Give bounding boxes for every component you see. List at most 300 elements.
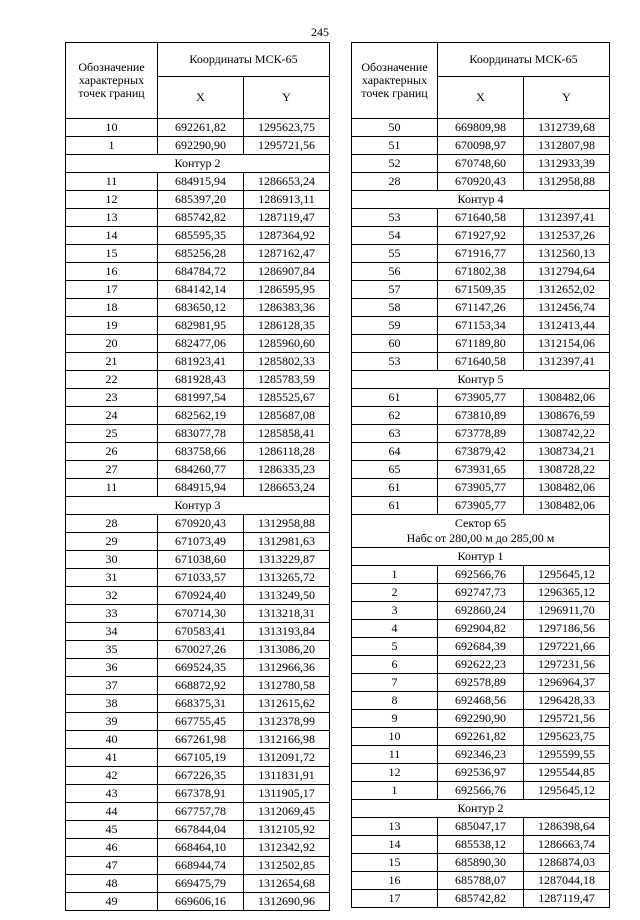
table-row	[352, 584, 610, 602]
point-id: 11	[66, 173, 158, 191]
point-id: 52	[352, 155, 438, 173]
coord-y: 1312966,36	[244, 659, 330, 677]
point-id: 65	[352, 461, 438, 479]
coord-x: 685742,82	[438, 890, 524, 908]
table-row	[66, 749, 330, 767]
point-id: 61	[352, 497, 438, 515]
point-id: 53	[352, 353, 438, 371]
point-id: 22	[66, 371, 158, 389]
point-id: 27	[66, 461, 158, 479]
point-id: 28	[352, 173, 438, 191]
coord-x: 671640,58	[438, 353, 524, 371]
table-row	[352, 890, 610, 908]
table-row	[352, 674, 610, 692]
table-row	[66, 857, 330, 875]
point-id: 23	[66, 389, 158, 407]
coord-x: 684142,14	[158, 281, 244, 299]
coord-y: 1312413,44	[524, 317, 610, 335]
coord-y: 1285960,60	[244, 335, 330, 353]
contour-title: Контур 2	[66, 155, 330, 173]
coord-y: 1312502,85	[244, 857, 330, 875]
coord-x: 685047,17	[438, 818, 524, 836]
table-row	[352, 854, 610, 872]
point-id: 1	[352, 566, 438, 584]
coord-y: 1285783,59	[244, 371, 330, 389]
coord-y: 1312166,98	[244, 731, 330, 749]
header-coordinates: Координаты МСК-65	[438, 43, 610, 77]
coord-x: 669606,16	[158, 893, 244, 911]
coord-y: 1312807,98	[524, 137, 610, 155]
coord-x: 692684,39	[438, 638, 524, 656]
coord-x: 692261,82	[438, 728, 524, 746]
coord-y: 1308676,59	[524, 407, 610, 425]
coord-x: 692290,90	[158, 137, 244, 155]
sector-height-range: Нaбс от 280,00 м до 285,00 м	[406, 531, 555, 545]
point-id: 1	[352, 782, 438, 800]
header-coordinates: Координаты МСК-65	[158, 43, 330, 77]
coord-y: 1286398,64	[524, 818, 610, 836]
table-row	[352, 782, 610, 800]
table-row	[66, 191, 330, 209]
header-points: Обозначение характерных точек границ	[66, 43, 158, 119]
coord-y: 1286653,24	[244, 173, 330, 191]
table-row	[66, 443, 330, 461]
coord-x: 673931,65	[438, 461, 524, 479]
table-row	[66, 569, 330, 587]
table-row	[352, 335, 610, 353]
point-id: 51	[352, 137, 438, 155]
coord-x: 669475,79	[158, 875, 244, 893]
header-x: X	[158, 77, 244, 119]
point-id: 44	[66, 803, 158, 821]
coord-y: 1312690,96	[244, 893, 330, 911]
coord-x: 692904,82	[438, 620, 524, 638]
coord-x: 667226,35	[158, 767, 244, 785]
coord-x: 668944,74	[158, 857, 244, 875]
contour-header-row	[352, 191, 610, 209]
coord-y: 1295721,56	[244, 137, 330, 155]
table-row	[66, 893, 330, 911]
coord-x: 670714,30	[158, 605, 244, 623]
coord-x: 681923,41	[158, 353, 244, 371]
table-row	[66, 767, 330, 785]
contour-header-row	[352, 371, 610, 389]
coord-y: 1312654,68	[244, 875, 330, 893]
coord-y: 1311905,17	[244, 785, 330, 803]
table-row	[66, 839, 330, 857]
point-id: 1	[66, 137, 158, 155]
coord-y: 1313265,72	[244, 569, 330, 587]
coord-y: 1286663,74	[524, 836, 610, 854]
point-id: 18	[66, 299, 158, 317]
coord-x: 692578,89	[438, 674, 524, 692]
table-row	[66, 425, 330, 443]
contour-header-row	[352, 548, 610, 566]
point-id: 17	[352, 890, 438, 908]
coord-x: 673905,77	[438, 497, 524, 515]
point-id: 13	[352, 818, 438, 836]
coord-y: 1295721,56	[524, 710, 610, 728]
point-id: 24	[66, 407, 158, 425]
point-id: 16	[352, 872, 438, 890]
coord-x: 685742,82	[158, 209, 244, 227]
coord-y: 1312105,92	[244, 821, 330, 839]
coord-y: 1287119,47	[244, 209, 330, 227]
coord-x: 673810,89	[438, 407, 524, 425]
coord-y: 1287364,92	[244, 227, 330, 245]
contour-title: Контур 2	[352, 800, 610, 818]
coord-x: 692536,97	[438, 764, 524, 782]
point-id: 21	[66, 353, 158, 371]
table-row	[66, 461, 330, 479]
coord-y: 1312456,74	[524, 299, 610, 317]
coord-y: 1286913,11	[244, 191, 330, 209]
point-id: 64	[352, 443, 438, 461]
point-id: 39	[66, 713, 158, 731]
coord-y: 1312981,63	[244, 533, 330, 551]
coord-x: 671153,34	[438, 317, 524, 335]
point-id: 31	[66, 569, 158, 587]
table-row	[352, 155, 610, 173]
coord-y: 1312154,06	[524, 335, 610, 353]
table-row	[66, 245, 330, 263]
coord-y: 1308482,06	[524, 497, 610, 515]
table-row	[352, 407, 610, 425]
coord-x: 673905,77	[438, 389, 524, 407]
coord-x: 684915,94	[158, 173, 244, 191]
contour-title: Контур 3	[66, 497, 330, 515]
coord-y: 1297186,56	[524, 620, 610, 638]
coord-y: 1308734,21	[524, 443, 610, 461]
table-row	[66, 317, 330, 335]
coord-x: 681928,43	[158, 371, 244, 389]
coord-x: 673879,42	[438, 443, 524, 461]
table-row	[66, 821, 330, 839]
table-row	[66, 803, 330, 821]
coord-x: 667261,98	[158, 731, 244, 749]
table-row	[66, 173, 330, 191]
coord-y: 1287162,47	[244, 245, 330, 263]
coord-x: 671927,92	[438, 227, 524, 245]
coord-x: 685397,20	[158, 191, 244, 209]
table-row	[352, 173, 610, 191]
table-row	[66, 785, 330, 803]
coord-y: 1308482,06	[524, 479, 610, 497]
coord-x: 667378,91	[158, 785, 244, 803]
coord-y: 1312091,72	[244, 749, 330, 767]
table-row	[352, 389, 610, 407]
point-id: 62	[352, 407, 438, 425]
table-row	[352, 818, 610, 836]
point-id: 61	[352, 479, 438, 497]
point-id: 34	[66, 623, 158, 641]
coord-y: 1286383,36	[244, 299, 330, 317]
coordinates-table-right	[351, 42, 610, 908]
coord-x: 670920,43	[438, 173, 524, 191]
sector-header-row	[352, 515, 610, 548]
coord-x: 667844,04	[158, 821, 244, 839]
point-id: 54	[352, 227, 438, 245]
coord-y: 1313229,87	[244, 551, 330, 569]
coord-y: 1312069,45	[244, 803, 330, 821]
coord-y: 1295645,12	[524, 566, 610, 584]
point-id: 41	[66, 749, 158, 767]
coord-x: 670027,26	[158, 641, 244, 659]
coord-x: 670920,43	[158, 515, 244, 533]
point-id: 9	[352, 710, 438, 728]
coord-x: 685538,12	[438, 836, 524, 854]
coord-y: 1286595,95	[244, 281, 330, 299]
point-id: 38	[66, 695, 158, 713]
coordinates-table-left	[65, 42, 330, 911]
coord-x: 668464,10	[158, 839, 244, 857]
table-row	[66, 371, 330, 389]
coord-y: 1296365,12	[524, 584, 610, 602]
point-id: 47	[66, 857, 158, 875]
point-id: 56	[352, 263, 438, 281]
table-row	[66, 533, 330, 551]
point-id: 50	[352, 119, 438, 137]
point-id: 8	[352, 692, 438, 710]
point-id: 48	[66, 875, 158, 893]
point-id: 49	[66, 893, 158, 911]
point-id: 55	[352, 245, 438, 263]
coord-x: 692468,56	[438, 692, 524, 710]
point-id: 6	[352, 656, 438, 674]
coord-x: 670748,60	[438, 155, 524, 173]
coord-y: 1312933,39	[524, 155, 610, 173]
table-row	[66, 641, 330, 659]
point-id: 16	[66, 263, 158, 281]
table-row	[66, 263, 330, 281]
coord-x: 685256,28	[158, 245, 244, 263]
coord-y: 1311831,91	[244, 767, 330, 785]
coord-x: 682981,95	[158, 317, 244, 335]
coord-y: 1285858,41	[244, 425, 330, 443]
table-row	[352, 836, 610, 854]
table-row	[66, 695, 330, 713]
coord-y: 1313249,50	[244, 587, 330, 605]
point-id: 10	[66, 119, 158, 137]
coord-x: 667755,45	[158, 713, 244, 731]
table-row	[352, 566, 610, 584]
table-row	[352, 710, 610, 728]
table-row	[66, 353, 330, 371]
sector-header	[352, 515, 610, 548]
coord-x: 667105,19	[158, 749, 244, 767]
table-row	[352, 245, 610, 263]
coord-x: 685595,35	[158, 227, 244, 245]
point-id: 40	[66, 731, 158, 749]
point-id: 33	[66, 605, 158, 623]
table-row	[352, 227, 610, 245]
coord-x: 671509,35	[438, 281, 524, 299]
point-id: 32	[66, 587, 158, 605]
table-row	[352, 119, 610, 137]
point-id: 29	[66, 533, 158, 551]
coord-y: 1285802,33	[244, 353, 330, 371]
table-row	[66, 515, 330, 533]
coord-y: 1312958,88	[524, 173, 610, 191]
coord-x: 692747,73	[438, 584, 524, 602]
coord-y: 1312397,41	[524, 209, 610, 227]
coord-y: 1296964,37	[524, 674, 610, 692]
table-row	[352, 746, 610, 764]
table-row	[66, 335, 330, 353]
coord-y: 1286128,35	[244, 317, 330, 335]
coord-y: 1312537,26	[524, 227, 610, 245]
point-id: 46	[66, 839, 158, 857]
table-row	[352, 728, 610, 746]
table-row	[352, 263, 610, 281]
coord-x: 692290,90	[438, 710, 524, 728]
coord-y: 1312739,68	[524, 119, 610, 137]
table-row	[352, 620, 610, 638]
header-y: Y	[244, 77, 330, 119]
point-id: 14	[66, 227, 158, 245]
table-row	[66, 119, 330, 137]
coord-y: 1285687,08	[244, 407, 330, 425]
coord-x: 692261,82	[158, 119, 244, 137]
contour-title: Контур 1	[352, 548, 610, 566]
point-id: 4	[352, 620, 438, 638]
table-row	[352, 317, 610, 335]
coord-x: 692860,24	[438, 602, 524, 620]
contour-title: Контур 5	[352, 371, 610, 389]
table-row	[352, 656, 610, 674]
point-id: 10	[352, 728, 438, 746]
table-row	[352, 497, 610, 515]
coord-y: 1295623,75	[524, 728, 610, 746]
coord-y: 1312560,13	[524, 245, 610, 263]
table-row	[66, 713, 330, 731]
table-row	[352, 281, 610, 299]
table-row	[352, 137, 610, 155]
point-id: 14	[352, 836, 438, 854]
point-id: 19	[66, 317, 158, 335]
point-id: 7	[352, 674, 438, 692]
table-row	[352, 353, 610, 371]
table-row	[66, 677, 330, 695]
point-id: 20	[66, 335, 158, 353]
point-id: 12	[66, 191, 158, 209]
table-row	[352, 764, 610, 782]
coord-y: 1312652,02	[524, 281, 610, 299]
point-id: 17	[66, 281, 158, 299]
table-row	[352, 209, 610, 227]
point-id: 28	[66, 515, 158, 533]
coord-y: 1296428,33	[524, 692, 610, 710]
point-id: 58	[352, 299, 438, 317]
contour-header-row	[352, 800, 610, 818]
coord-x: 684260,77	[158, 461, 244, 479]
coord-x: 671073,49	[158, 533, 244, 551]
coord-x: 673778,89	[438, 425, 524, 443]
coord-x: 685788,07	[438, 872, 524, 890]
coord-y: 1286907,84	[244, 263, 330, 281]
point-id: 2	[352, 584, 438, 602]
point-id: 57	[352, 281, 438, 299]
point-id: 35	[66, 641, 158, 659]
coord-x: 671189,80	[438, 335, 524, 353]
coord-y: 1312615,62	[244, 695, 330, 713]
header-x: X	[438, 77, 524, 119]
point-id: 12	[352, 764, 438, 782]
contour-header-row	[66, 155, 330, 173]
point-id: 53	[352, 209, 438, 227]
coord-x: 671147,26	[438, 299, 524, 317]
table-row	[66, 605, 330, 623]
table-row	[352, 602, 610, 620]
point-id: 3	[352, 602, 438, 620]
table-row	[352, 461, 610, 479]
coord-y: 1312958,88	[244, 515, 330, 533]
coord-y: 1295599,55	[524, 746, 610, 764]
coord-x: 668375,31	[158, 695, 244, 713]
coord-x: 670924,40	[158, 587, 244, 605]
coord-x: 670098,97	[438, 137, 524, 155]
point-id: 5	[352, 638, 438, 656]
table-row	[66, 875, 330, 893]
coord-x: 671802,38	[438, 263, 524, 281]
coord-x: 671640,58	[438, 209, 524, 227]
coord-x: 684915,94	[158, 479, 244, 497]
contour-header-row	[66, 497, 330, 515]
table-row	[66, 137, 330, 155]
coord-x: 681997,54	[158, 389, 244, 407]
table-row	[66, 587, 330, 605]
coord-y: 1312378,99	[244, 713, 330, 731]
table-row	[352, 479, 610, 497]
point-id: 63	[352, 425, 438, 443]
table-row	[352, 692, 610, 710]
coord-x: 671033,57	[158, 569, 244, 587]
point-id: 36	[66, 659, 158, 677]
coord-x: 692566,76	[438, 566, 524, 584]
point-id: 11	[66, 479, 158, 497]
table-row	[352, 638, 610, 656]
point-id: 45	[66, 821, 158, 839]
coord-x: 673905,77	[438, 479, 524, 497]
coord-y: 1287044,18	[524, 872, 610, 890]
point-id: 30	[66, 551, 158, 569]
coord-y: 1285525,67	[244, 389, 330, 407]
coord-x: 668872,92	[158, 677, 244, 695]
point-id: 42	[66, 767, 158, 785]
table-row	[352, 425, 610, 443]
coord-y: 1297231,56	[524, 656, 610, 674]
point-id: 61	[352, 389, 438, 407]
coord-y: 1295623,75	[244, 119, 330, 137]
coord-y: 1312397,41	[524, 353, 610, 371]
table-row	[352, 443, 610, 461]
table-row	[66, 389, 330, 407]
point-id: 13	[66, 209, 158, 227]
point-id: 43	[66, 785, 158, 803]
coord-y: 1313218,31	[244, 605, 330, 623]
table-row	[66, 479, 330, 497]
table-row	[352, 872, 610, 890]
coord-y: 1295544,85	[524, 764, 610, 782]
coord-x: 692346,23	[438, 746, 524, 764]
coord-y: 1295645,12	[524, 782, 610, 800]
coord-x: 683650,12	[158, 299, 244, 317]
coord-y: 1287119,47	[524, 890, 610, 908]
coord-x: 684784,72	[158, 263, 244, 281]
table-row	[66, 407, 330, 425]
point-id: 60	[352, 335, 438, 353]
table-row	[66, 281, 330, 299]
